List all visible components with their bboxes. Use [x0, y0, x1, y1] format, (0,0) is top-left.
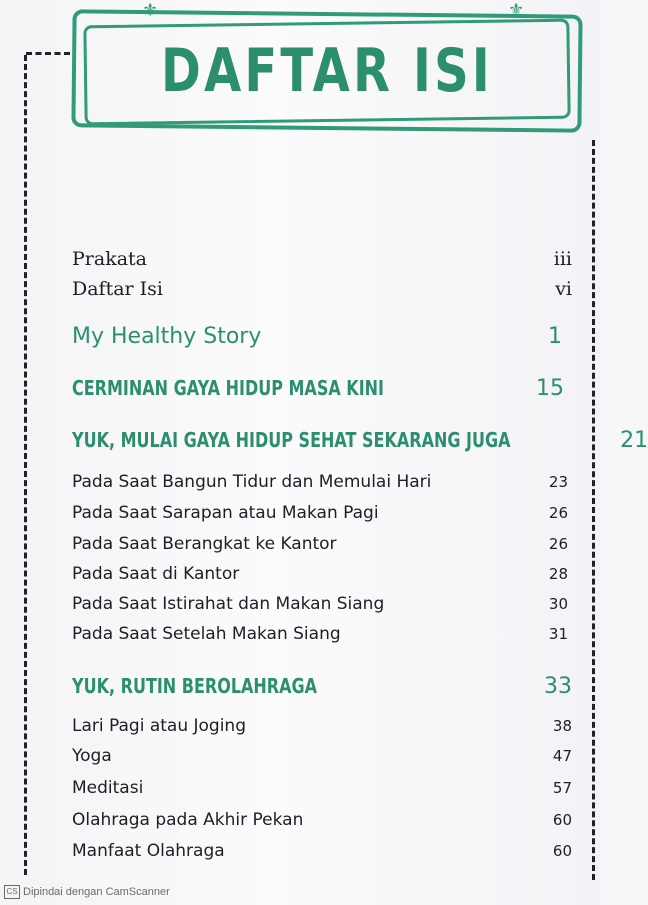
toc-row-chapter-3[interactable] [72, 674, 572, 699]
toc-label: My Healthy Story [72, 324, 262, 349]
section-title: Pada Saat Setelah Makan Siang [72, 624, 341, 644]
dashed-border-right [592, 140, 595, 880]
toc-row-section[interactable] [72, 594, 568, 614]
toc-row-chapter-2[interactable] [72, 428, 648, 453]
chapter-page: 33 [544, 674, 572, 699]
section-title: Pada Saat di Kantor [72, 564, 240, 584]
section-page: 26 [548, 535, 568, 553]
toc-row-prakata[interactable] [72, 248, 572, 270]
toc-row-section[interactable] [72, 503, 568, 523]
section-page: 38 [552, 717, 572, 735]
toc-row-section[interactable] [72, 778, 572, 798]
section-page: 26 [548, 504, 568, 522]
section-page: 60 [552, 811, 572, 829]
chapter-page: 21 [620, 428, 648, 453]
dashed-border-left [24, 55, 27, 875]
toc-label: Prakata [72, 248, 147, 270]
fleur-ornament-icon: ⚜ [508, 0, 525, 21]
toc-row-section[interactable] [72, 810, 572, 830]
toc-label: Daftar Isi [72, 278, 164, 300]
toc-page: iii [553, 248, 572, 270]
section-title: Olahraga pada Akhir Pekan [72, 810, 304, 830]
toc-row-section[interactable] [72, 564, 568, 584]
section-page: 60 [552, 842, 572, 860]
section-title: Pada Saat Bangun Tidur dan Memulai Hari [72, 472, 432, 492]
section-title: Lari Pagi atau Joging [72, 716, 247, 736]
section-page: 47 [552, 747, 572, 765]
scanner-watermark [0, 883, 170, 901]
chapter-page: 15 [536, 376, 564, 401]
section-title: Pada Saat Sarapan atau Makan Pagi [72, 503, 379, 523]
dashed-border-top [26, 52, 70, 55]
chapter-title: CERMINAN GAYA HIDUP MASA KINI [72, 376, 384, 400]
toc-row-story[interactable] [72, 324, 562, 349]
section-title: Pada Saat Istirahat dan Makan Siang [72, 594, 385, 614]
chapter-title: YUK, MULAI GAYA HIDUP SEHAT SEKARANG JUGA [72, 428, 511, 452]
toc-row-section[interactable] [72, 624, 568, 644]
toc-row-daftar-isi[interactable] [72, 278, 572, 300]
toc-page: vi [555, 278, 572, 300]
watermark-text: Dipindai dengan CamScanner [23, 886, 170, 898]
section-title: Meditasi [72, 778, 144, 798]
section-page: 31 [548, 625, 568, 643]
toc-row-section[interactable] [72, 746, 572, 766]
section-title: Yoga [72, 746, 112, 766]
fleur-ornament-icon: ⚜ [142, 0, 159, 21]
toc-row-section[interactable] [72, 841, 572, 861]
section-page: 28 [548, 565, 568, 583]
section-page: 57 [552, 779, 572, 797]
toc-row-section[interactable] [72, 472, 568, 492]
toc-row-section[interactable] [72, 716, 572, 736]
section-page: 23 [548, 473, 568, 491]
section-page: 30 [548, 595, 568, 613]
chapter-title: YUK, RUTIN BEROLAHRAGA [72, 674, 317, 698]
toc-row-section[interactable] [72, 534, 568, 554]
toc-row-chapter-1[interactable] [72, 376, 564, 401]
page-title: DAFTAR ISI [161, 36, 493, 106]
camscanner-logo-icon: CS [4, 885, 20, 899]
section-title: Pada Saat Berangkat ke Kantor [72, 534, 337, 554]
toc-page: 1 [548, 324, 562, 349]
section-title: Manfaat Olahraga [72, 841, 225, 861]
